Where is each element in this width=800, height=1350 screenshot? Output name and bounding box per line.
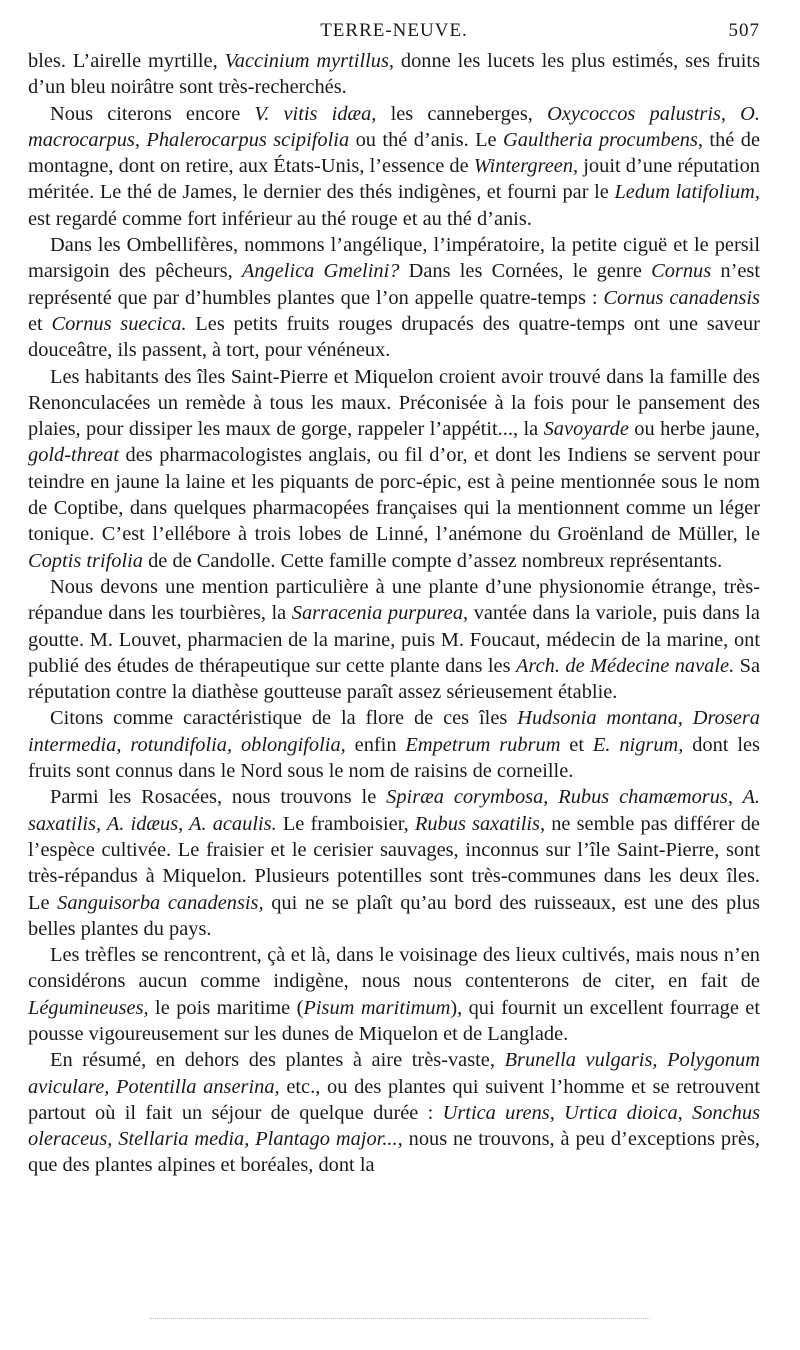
taxon-italic: Gaultheria procumbens,: [503, 128, 703, 151]
taxon-italic: Hudsonia montana, Drosera intermedia, rotundifolia, oblongifolia,: [28, 707, 760, 756]
taxon-italic: Vaccinium myrtillus,: [224, 50, 395, 72]
text-run: Dans les Cornées, le genre: [399, 260, 652, 283]
text-run: Le framboisier,: [276, 812, 415, 835]
paragraph: [28, 364, 760, 574]
taxon-italic: V. vitis idæa,: [254, 102, 377, 125]
taxon-italic: Empetrum rubrum: [405, 733, 561, 756]
text-run: des pharmacologistes anglais, ou fil d’or, et dont les Indiens se servent pour teindre en jaune la laine et les piquants de porc-épic, est à peine mentionnée sous le nom de Coptibe, dans quelques pharmacopées françaises qui la mentionnent comme un léger tonique. C’est l’ellébore à trois lobes de Linné, l’anémone du Groënland de Müller, le: [28, 444, 760, 546]
text-run: Parmi les Rosacées, nous trouvons le: [50, 786, 387, 809]
taxon-italic: Brunella vulgaris, Polygonum aviculare, Potentilla anserina,: [28, 1049, 760, 1098]
text-run: les canneberges,: [376, 102, 548, 125]
taxon-italic: Cornus: [651, 260, 712, 283]
footer-dotted-rule: [150, 1318, 650, 1319]
taxon-italic: Spiræa corymbosa, Rubus chamæmorus, A. saxatilis, A. idæus, A. acaulis.: [28, 786, 761, 835]
text-run: Dans les Ombellifères, nommons l’angélique, l’impératoire, la petite ciguë et le persil marsigoin des pêcheurs,: [28, 234, 760, 283]
text-run: En résumé, en dehors des plantes à aire très-vaste,: [50, 1049, 505, 1072]
page-number: 507: [728, 20, 760, 41]
text-run: ne semble pas différer de l’espèce cultivée. Le fraisier et le cerisier sauvages, inconnus sur l’île Saint-Pierre, sont très-répandus à Miquelon. Plusieurs potentilles sont très-communes dans les deux îles. Le: [28, 812, 760, 914]
paragraph: [28, 48, 760, 101]
taxon-italic: Pisum maritimum: [303, 996, 451, 1019]
text-run: Les habitants des îles Saint-Pierre et Miquelon croient avoir trouvé dans la famille des Renonculacées un remède à tous les maux. Préconisée à la fois pour le pansement des plaies, pour dissiper les maux de gorge, rappeler l’appétit..., la: [28, 365, 760, 441]
page-header: [28, 20, 760, 48]
taxon-italic: Cornus suecica.: [51, 312, 187, 335]
taxon-italic: Urtica urens, Urtica dioica, Sonchus oleraceus, Stellaria media, Plantago major...,: [28, 1101, 761, 1151]
text-run: nous ne trouvons, à peu d’exceptions près, que des plantes alpines et boréales, dont la: [28, 1128, 760, 1177]
taxon-italic: Sarracenia purpurea,: [291, 602, 469, 625]
text-run: et: [28, 312, 52, 335]
taxon-italic: Ledum latifolium,: [614, 181, 760, 204]
paragraph: [28, 942, 760, 1047]
taxon-italic: Arch. de Médecine navale.: [515, 654, 735, 677]
taxon-italic: Sanguisorba canadensis,: [57, 891, 264, 914]
taxon-italic: Coptis trifolia: [28, 549, 144, 572]
paragraph: [28, 574, 760, 705]
text-run: thé de montagne, dont on retire, aux États-Unis, l’essence de: [28, 128, 760, 178]
paragraph: [28, 101, 760, 232]
taxon-italic: Angelica Gmelini?: [241, 260, 400, 283]
text-run: Sa réputation contre la diathèse goutteuse paraît assez sérieusement établie.: [28, 654, 760, 704]
paragraph: [28, 784, 760, 942]
text-run: jouit d’une réputation méritée. Le thé de James, le dernier des thés indigènes, et fourni par le: [28, 155, 760, 204]
text-run: dont les fruits sont connus dans le Nord sous le nom de raisins de corneille.: [28, 733, 760, 783]
paragraph: [28, 705, 760, 784]
taxon-italic: Légumineuses,: [28, 996, 149, 1019]
text-run: Nous devons une mention particulière à une plante d’une physionomie étrange, très-répandue dans les tourbières, la: [28, 575, 760, 625]
text-run: de de Candolle. Cette famille compte d’assez nombreux représentants.: [143, 549, 723, 572]
text-run: Les petits fruits rouges drupacés des quatre-temps ont une saveur douceâtre, ils passent, à tort, pour vénéneux.: [28, 312, 760, 362]
text-run: le pois maritime (: [148, 996, 304, 1019]
running-title: TERRE-NEUVE.: [320, 20, 468, 41]
text-run: ou herbe jaune,: [628, 418, 760, 441]
text-run: bles. L’airelle myrtille,: [28, 50, 225, 72]
text-run: et: [560, 733, 593, 756]
paragraph: [28, 232, 760, 363]
body-text: [28, 48, 760, 1179]
taxon-italic: Rubus saxatilis,: [414, 812, 546, 835]
text-run: etc., ou des plantes qui suivent l’homme et se retrouvent partout où il fait un séjour de quelque durée :: [28, 1075, 761, 1124]
text-run: est regardé comme fort inférieur au thé rouge et au thé d’anis.: [28, 207, 532, 230]
taxon-italic: Savoyarde: [543, 418, 629, 441]
text-run: ou thé d’anis. Le: [349, 128, 504, 151]
text-run: vantée dans la variole, puis dans la goutte. M. Louvet, pharmacien de la marine, puis M. Foucaut, médecin de la marine, ont publié des études de thérapeutique sur cette plante dans les: [28, 602, 760, 677]
text-run: enfin: [345, 733, 406, 756]
text-run: qui ne se plaît qu’au bord des ruisseaux, est une des plus belles plantes du pays.: [28, 891, 760, 940]
paragraph: [28, 1047, 760, 1178]
text-run: Citons comme caractéristique de la flore de ces îles: [50, 707, 518, 730]
text-run: ), qui fournit un excellent fourrage et pousse vigoureusement sur les dunes de Miquelon et de Langlade.: [28, 996, 760, 1045]
taxon-italic: gold-threat: [28, 444, 119, 467]
taxon-italic: Cornus canadensis: [603, 286, 760, 309]
text-run: donne les lucets les plus estimés, ses fruits d’un bleu noirâtre sont très-recherchés.: [28, 50, 761, 99]
text-run: Nous citerons encore: [50, 102, 255, 125]
text-run: n’est représenté que par d’humbles plantes que l’on appelle quatre-temps :: [28, 260, 761, 309]
taxon-italic: Oxycoccos palustris, O. macrocarpus, Phalerocarpus scipifolia: [28, 102, 761, 151]
text-run: Les trèfles se rencontrent, çà et là, dans le voisinage des lieux cultivés, mais nous n’en considérons aucun comme indigène, nous nous contenterons de citer, en fait de: [28, 944, 760, 993]
taxon-italic: Wintergreen,: [473, 155, 579, 178]
taxon-italic: E. nigrum,: [592, 733, 684, 756]
